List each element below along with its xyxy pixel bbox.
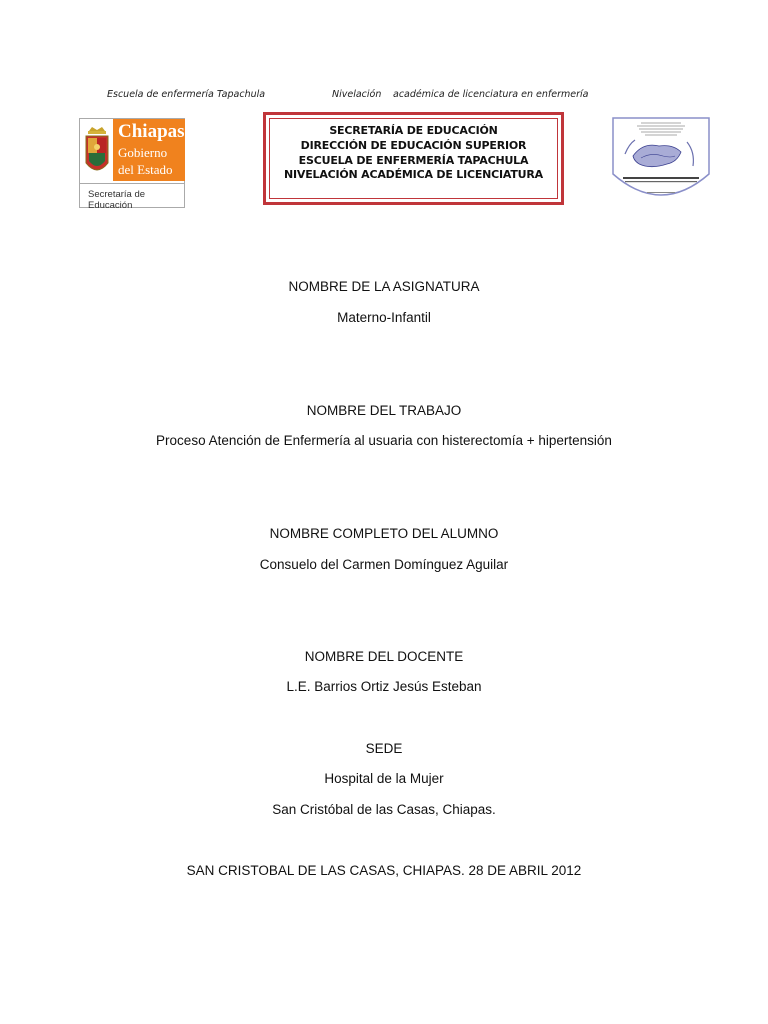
header-level-b: académica de licenciatura en enfermería: [393, 89, 589, 100]
student-label: NOMBRE COMPLETO DEL ALUMNO: [269, 526, 499, 541]
title-line-3: ESCUELA DE ENFERMERÍA TAPACHULA: [298, 154, 529, 167]
teacher-label: NOMBRE DEL DOCENTE: [304, 649, 464, 664]
institution-title-box: [263, 112, 564, 205]
student-value: Consuelo del Carmen Domínguez Aguilar: [259, 557, 509, 572]
header-school-name: Escuela de enfermería Tapachula: [107, 89, 266, 100]
title-line-4: NIVELACIÓN ACADÉMICA DE LICENCIATURA: [283, 168, 543, 181]
header-level-a: Nivelación: [332, 89, 382, 100]
subject-label: NOMBRE DE LA ASIGNATURA: [288, 279, 480, 294]
logo-line-estado: del Estado: [118, 162, 173, 177]
title-line-2: DIRECCIÓN DE EDUCACIÓN SUPERIOR: [300, 139, 527, 152]
coat-of-arms-icon: [83, 125, 111, 181]
school-seal-icon: [611, 116, 711, 202]
logo-line-gobierno: Gobierno: [118, 145, 168, 160]
site-value-hospital: Hospital de la Mujer: [324, 771, 444, 786]
logo-divider: [80, 183, 184, 184]
title-line-1: SECRETARÍA DE EDUCACIÓN: [329, 124, 498, 137]
subject-value: Materno-Infantil: [337, 310, 431, 325]
logo-title: Chiapas: [118, 121, 185, 142]
site-value-city: San Cristóbal de las Casas, Chiapas.: [272, 802, 496, 817]
footer-date: SAN CRISTOBAL DE LAS CASAS, CHIAPAS. 28 DE ABRIL 2012: [186, 863, 582, 878]
work-label: NOMBRE DEL TRABAJO: [306, 403, 462, 418]
chiapas-government-logo: [79, 118, 185, 211]
work-value: Proceso Atención de Enfermería al usuaria con histerectomía + hipertensión: [156, 433, 612, 448]
site-label: SEDE: [365, 741, 403, 756]
teacher-value: L.E. Barrios Ortiz Jesús Esteban: [286, 679, 482, 694]
logo-caption: Secretaría de Educación: [88, 189, 146, 211]
